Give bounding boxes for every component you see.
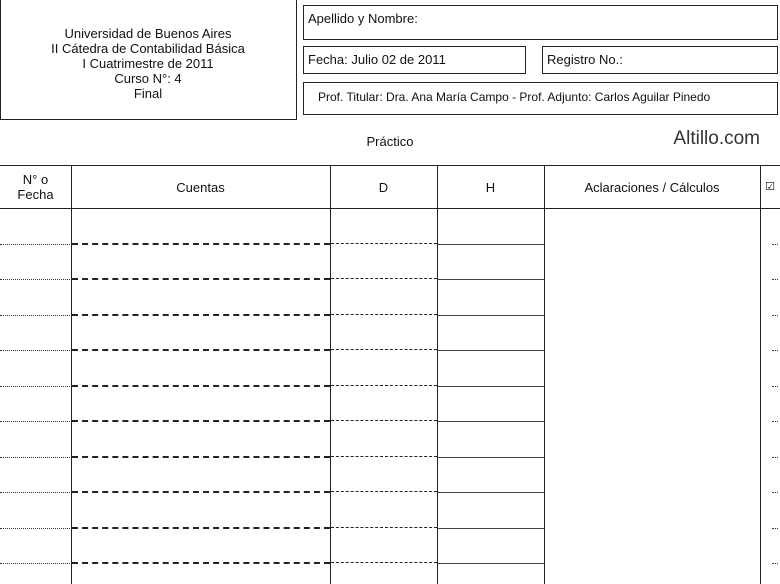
watermark: Altillo.com [673,128,760,149]
course-number: Curso N°: 4 [114,71,182,86]
row-line-fecha [0,421,70,422]
row-line-check [772,421,778,422]
term: I Cuatrimestre de 2011 [82,56,214,71]
column-header-haber: H [485,179,496,195]
row-line-haber [438,279,544,280]
registro-field[interactable] [542,46,778,74]
row-line-cuentas [72,385,330,387]
col-divider [437,165,438,584]
section-title: Práctico [366,134,414,149]
row-line-fecha [0,457,70,458]
row-line-debe [331,243,437,244]
chair-name: II Cátedra de Contabilidad Básica [51,41,245,56]
row-line-debe [331,562,437,563]
column-header-fecha-line2: Fecha [17,187,54,202]
row-line-debe [331,491,437,492]
row-line-cuentas [72,527,330,529]
col-divider [760,165,761,584]
name-label: Apellido y Nombre: [308,11,418,26]
row-line-cuentas [72,562,330,564]
university-name: Universidad de Buenos Aires [64,26,232,41]
row-line-debe [331,527,437,528]
row-line-check [772,350,778,351]
col-divider [544,165,545,584]
university-info [0,26,296,101]
row-line-check [772,457,778,458]
row-line-haber [438,386,544,387]
row-line-debe [331,385,437,386]
name-field[interactable] [303,5,778,40]
row-line-check [772,315,778,316]
column-header-debe: D [378,179,389,195]
professors-field [303,82,778,115]
row-line-check [772,244,778,245]
row-line-check [772,386,778,387]
row-line-fecha [0,279,70,280]
exam-type: Final [133,86,163,101]
row-line-haber [438,528,544,529]
professors-label: Prof. Titular: Dra. Ana María Campo - Prof. Adjunto: Carlos Aguilar Pinedo [318,90,711,104]
row-line-debe [331,349,437,350]
row-line-debe [331,456,437,457]
column-header-aclaraciones: Aclaraciones / Cálculos [584,179,720,195]
column-header-cuentas: Cuentas [176,179,225,195]
row-line-debe [331,420,437,421]
row-line-check [772,492,778,493]
row-line-haber [438,350,544,351]
row-line-cuentas [72,243,330,245]
col-divider [71,165,72,584]
row-line-cuentas [72,278,330,280]
row-line-check [772,563,778,564]
registro-label: Registro No.: [547,52,623,67]
row-line-fecha [0,492,70,493]
row-line-fecha [0,528,70,529]
row-line-cuentas [72,420,330,422]
date-label: Fecha: Julio 02 de 2011 [308,52,446,67]
row-line-cuentas [72,349,330,351]
row-line-fecha [0,244,70,245]
row-line-check [772,279,778,280]
column-header-fecha-line1: N° o [22,172,49,187]
row-line-cuentas [72,491,330,493]
row-line-haber [438,244,544,245]
date-field[interactable] [303,46,526,74]
row-line-haber [438,421,544,422]
row-line-debe [331,278,437,279]
col-divider [330,165,331,584]
row-line-cuentas [72,456,330,458]
row-line-cuentas [72,314,330,316]
row-line-haber [438,457,544,458]
row-line-check [772,528,778,529]
column-header-fecha [0,165,71,209]
row-line-haber [438,315,544,316]
row-line-debe [331,314,437,315]
row-line-haber [438,563,544,564]
row-line-fecha [0,563,70,564]
row-line-fecha [0,386,70,387]
row-line-fecha [0,350,70,351]
row-line-haber [438,492,544,493]
row-line-fecha [0,315,70,316]
checkbox-icon: ☑ [765,180,775,193]
